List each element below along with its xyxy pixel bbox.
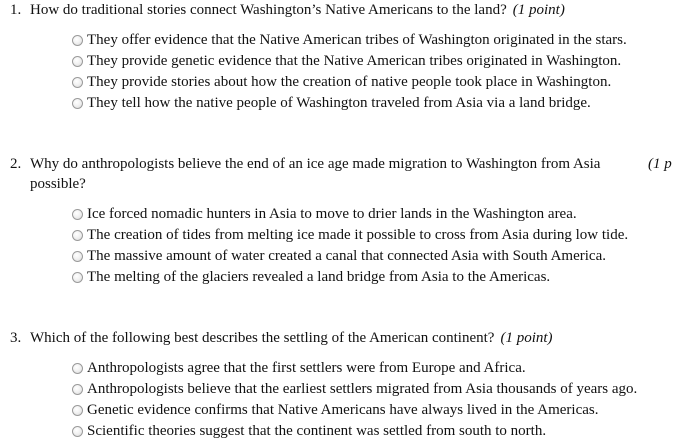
radio-button[interactable] <box>72 272 83 283</box>
radio-button[interactable] <box>72 35 83 46</box>
answer-option-label[interactable]: Ice forced nomadic hunters in Asia to move to drier lands in the Washington area. <box>87 206 577 222</box>
answer-option[interactable] <box>72 421 546 442</box>
answer-option[interactable] <box>72 204 577 225</box>
answer-option-label[interactable]: The creation of tides from melting ice made it possible to cross from Asia during low tide. <box>87 227 629 243</box>
question-text-continued: possible? <box>30 176 86 192</box>
radio-button[interactable] <box>72 230 83 241</box>
radio-button[interactable] <box>72 384 83 395</box>
answer-option[interactable] <box>72 358 526 379</box>
answer-option-label[interactable]: They offer evidence that the Native American tribes of Washington originated in the stars. <box>87 32 627 48</box>
answer-option-label[interactable]: The melting of the glaciers revealed a land bridge from Asia to the Americas. <box>87 269 551 285</box>
answer-option-label[interactable]: They provide stories about how the creation of native people took place in Washington. <box>87 74 612 90</box>
radio-button[interactable] <box>72 426 83 437</box>
answer-option[interactable] <box>72 225 628 246</box>
answer-option[interactable] <box>72 93 591 114</box>
radio-button[interactable] <box>72 209 83 220</box>
answer-option-label[interactable]: The massive amount of water created a canal that connected Asia with South America. <box>87 248 606 264</box>
question-number: 1. <box>10 2 22 18</box>
answer-option-label[interactable]: They tell how the native people of Washington traveled from Asia via a land bridge. <box>87 95 591 111</box>
radio-button[interactable] <box>72 56 83 67</box>
question-number: 3. <box>10 330 22 346</box>
answer-option[interactable] <box>72 400 598 421</box>
answer-option-label[interactable]: Anthropologists agree that the first settlers were from Europe and Africa. <box>87 360 526 376</box>
question-text: How do traditional stories connect Washington’s Native Americans to the land? <box>30 2 507 18</box>
radio-button[interactable] <box>72 363 83 374</box>
question-points: (1 p <box>648 156 672 172</box>
answer-option-label[interactable]: They provide genetic evidence that the Native American tribes originated in Washington. <box>87 53 622 69</box>
radio-button[interactable] <box>72 251 83 262</box>
radio-button[interactable] <box>72 98 83 109</box>
answer-option[interactable] <box>72 379 637 400</box>
question-points: (1 point) <box>500 330 553 346</box>
answer-option-label[interactable]: Scientific theories suggest that the continent was settled from south to north. <box>87 423 547 439</box>
answer-option[interactable] <box>72 72 611 93</box>
radio-button[interactable] <box>72 77 83 88</box>
answer-option[interactable] <box>72 51 621 72</box>
question-text: Why do anthropologists believe the end of an ice age made migration to Washington from Asia <box>30 156 601 172</box>
question-points: (1 point) <box>512 2 565 18</box>
question-number: 2. <box>10 156 22 172</box>
answer-option[interactable] <box>72 246 606 267</box>
answer-option-label[interactable]: Anthropologists believe that the earliest settlers migrated from Asia thousands of years ago. <box>87 381 638 397</box>
answer-option[interactable] <box>72 267 550 288</box>
answer-option-label[interactable]: Genetic evidence confirms that Native Americans have always lived in the Americas. <box>87 402 599 418</box>
radio-button[interactable] <box>72 405 83 416</box>
answer-option[interactable] <box>72 30 627 51</box>
question-text: Which of the following best describes the settling of the American continent? <box>30 330 495 346</box>
